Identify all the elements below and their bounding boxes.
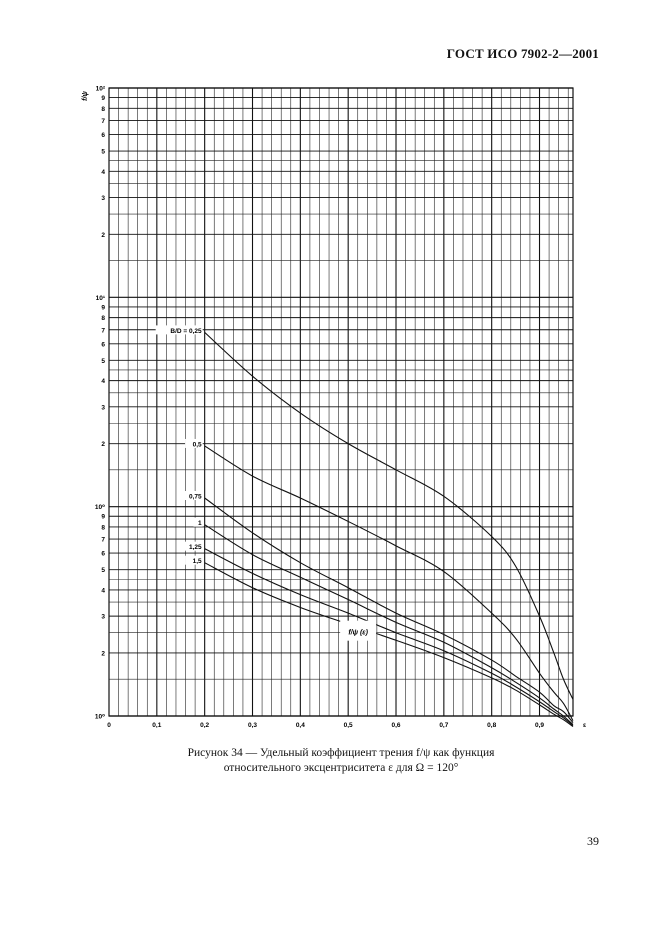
series-label: 0,5 xyxy=(192,441,202,449)
x-tick-label: 0 xyxy=(107,722,111,729)
series-curve-4 xyxy=(205,549,573,726)
y-tick-label: 10⁰ xyxy=(94,504,105,512)
x-tick-label: 0,8 xyxy=(487,722,497,729)
x-tick-label: 0,6 xyxy=(391,722,401,729)
caption-line-1: Рисунок 34 — Удельный коэффициент трения f/ψ как функция xyxy=(187,747,495,759)
caption-line-2: относительного эксцентриситета ε для Ω = 120° xyxy=(223,762,459,774)
series-label: 0,75 xyxy=(189,493,202,501)
y-tick-label: 2 xyxy=(101,650,105,658)
document-code: ГОСТ ИСО 7902-2—2001 xyxy=(446,46,599,61)
y-tick-label: 9 xyxy=(101,513,105,521)
figure-caption xyxy=(110,746,572,776)
y-tick-label: 5 xyxy=(101,357,105,365)
x-tick-label: 0,9 xyxy=(534,722,545,729)
y-tick-label: 7 xyxy=(101,327,105,335)
y-tick-label: 4 xyxy=(101,587,105,595)
y-tick-label: 10¹ xyxy=(95,294,105,302)
y-tick-label: 6 xyxy=(101,341,105,349)
y-axis-label: f/ψ xyxy=(82,91,89,101)
chart-annotation: f/ψ (ε) xyxy=(348,629,369,637)
y-tick-label: 7 xyxy=(101,536,105,544)
chart-curves xyxy=(205,332,573,726)
y-tick-label: 4 xyxy=(101,378,105,386)
y-tick-label: 6 xyxy=(101,131,105,139)
y-tick-label: 5 xyxy=(101,567,105,575)
x-tick-label: 0,4 xyxy=(295,722,305,729)
y-tick-label: 3 xyxy=(101,404,105,412)
series-curve-1 xyxy=(205,446,573,721)
series-curve-3 xyxy=(205,525,573,725)
y-tick-label: 3 xyxy=(101,613,105,621)
y-tick-label: 7 xyxy=(101,117,105,125)
x-tick-label: ε xyxy=(583,722,587,729)
series-label: 1 xyxy=(198,520,202,528)
page-number: 39 xyxy=(587,834,599,848)
series-curve-5 xyxy=(205,563,573,727)
y-tick-label: 2 xyxy=(101,231,105,239)
x-tick-label: 0,7 xyxy=(439,722,449,729)
y-tick-label: 6 xyxy=(101,550,105,558)
y-tick-label: 9 xyxy=(101,95,105,103)
y-tick-label: 8 xyxy=(101,315,105,323)
y-tick-label: 10² xyxy=(95,85,105,93)
y-tick-label: 2 xyxy=(101,441,105,449)
x-tick-label: 0,5 xyxy=(343,722,353,729)
series-label: 1,5 xyxy=(192,558,202,566)
x-tick-label: 0,2 xyxy=(200,722,210,729)
series-curve-2 xyxy=(205,498,573,723)
series-label: 1,25 xyxy=(189,544,202,552)
y-tick-label: 9 xyxy=(101,304,105,312)
y-tick-label: 8 xyxy=(101,105,105,113)
x-tick-label: 0,3 xyxy=(247,722,258,729)
x-tick-label: 0,1 xyxy=(152,722,162,729)
series-label: B/D = 0,25 xyxy=(170,327,202,335)
y-tick-label: 8 xyxy=(101,524,105,532)
y-tick-label: 5 xyxy=(101,148,105,156)
y-tick-label: 10⁰ xyxy=(94,713,105,721)
y-tick-label: 4 xyxy=(101,168,105,176)
y-tick-label: 3 xyxy=(101,194,105,202)
